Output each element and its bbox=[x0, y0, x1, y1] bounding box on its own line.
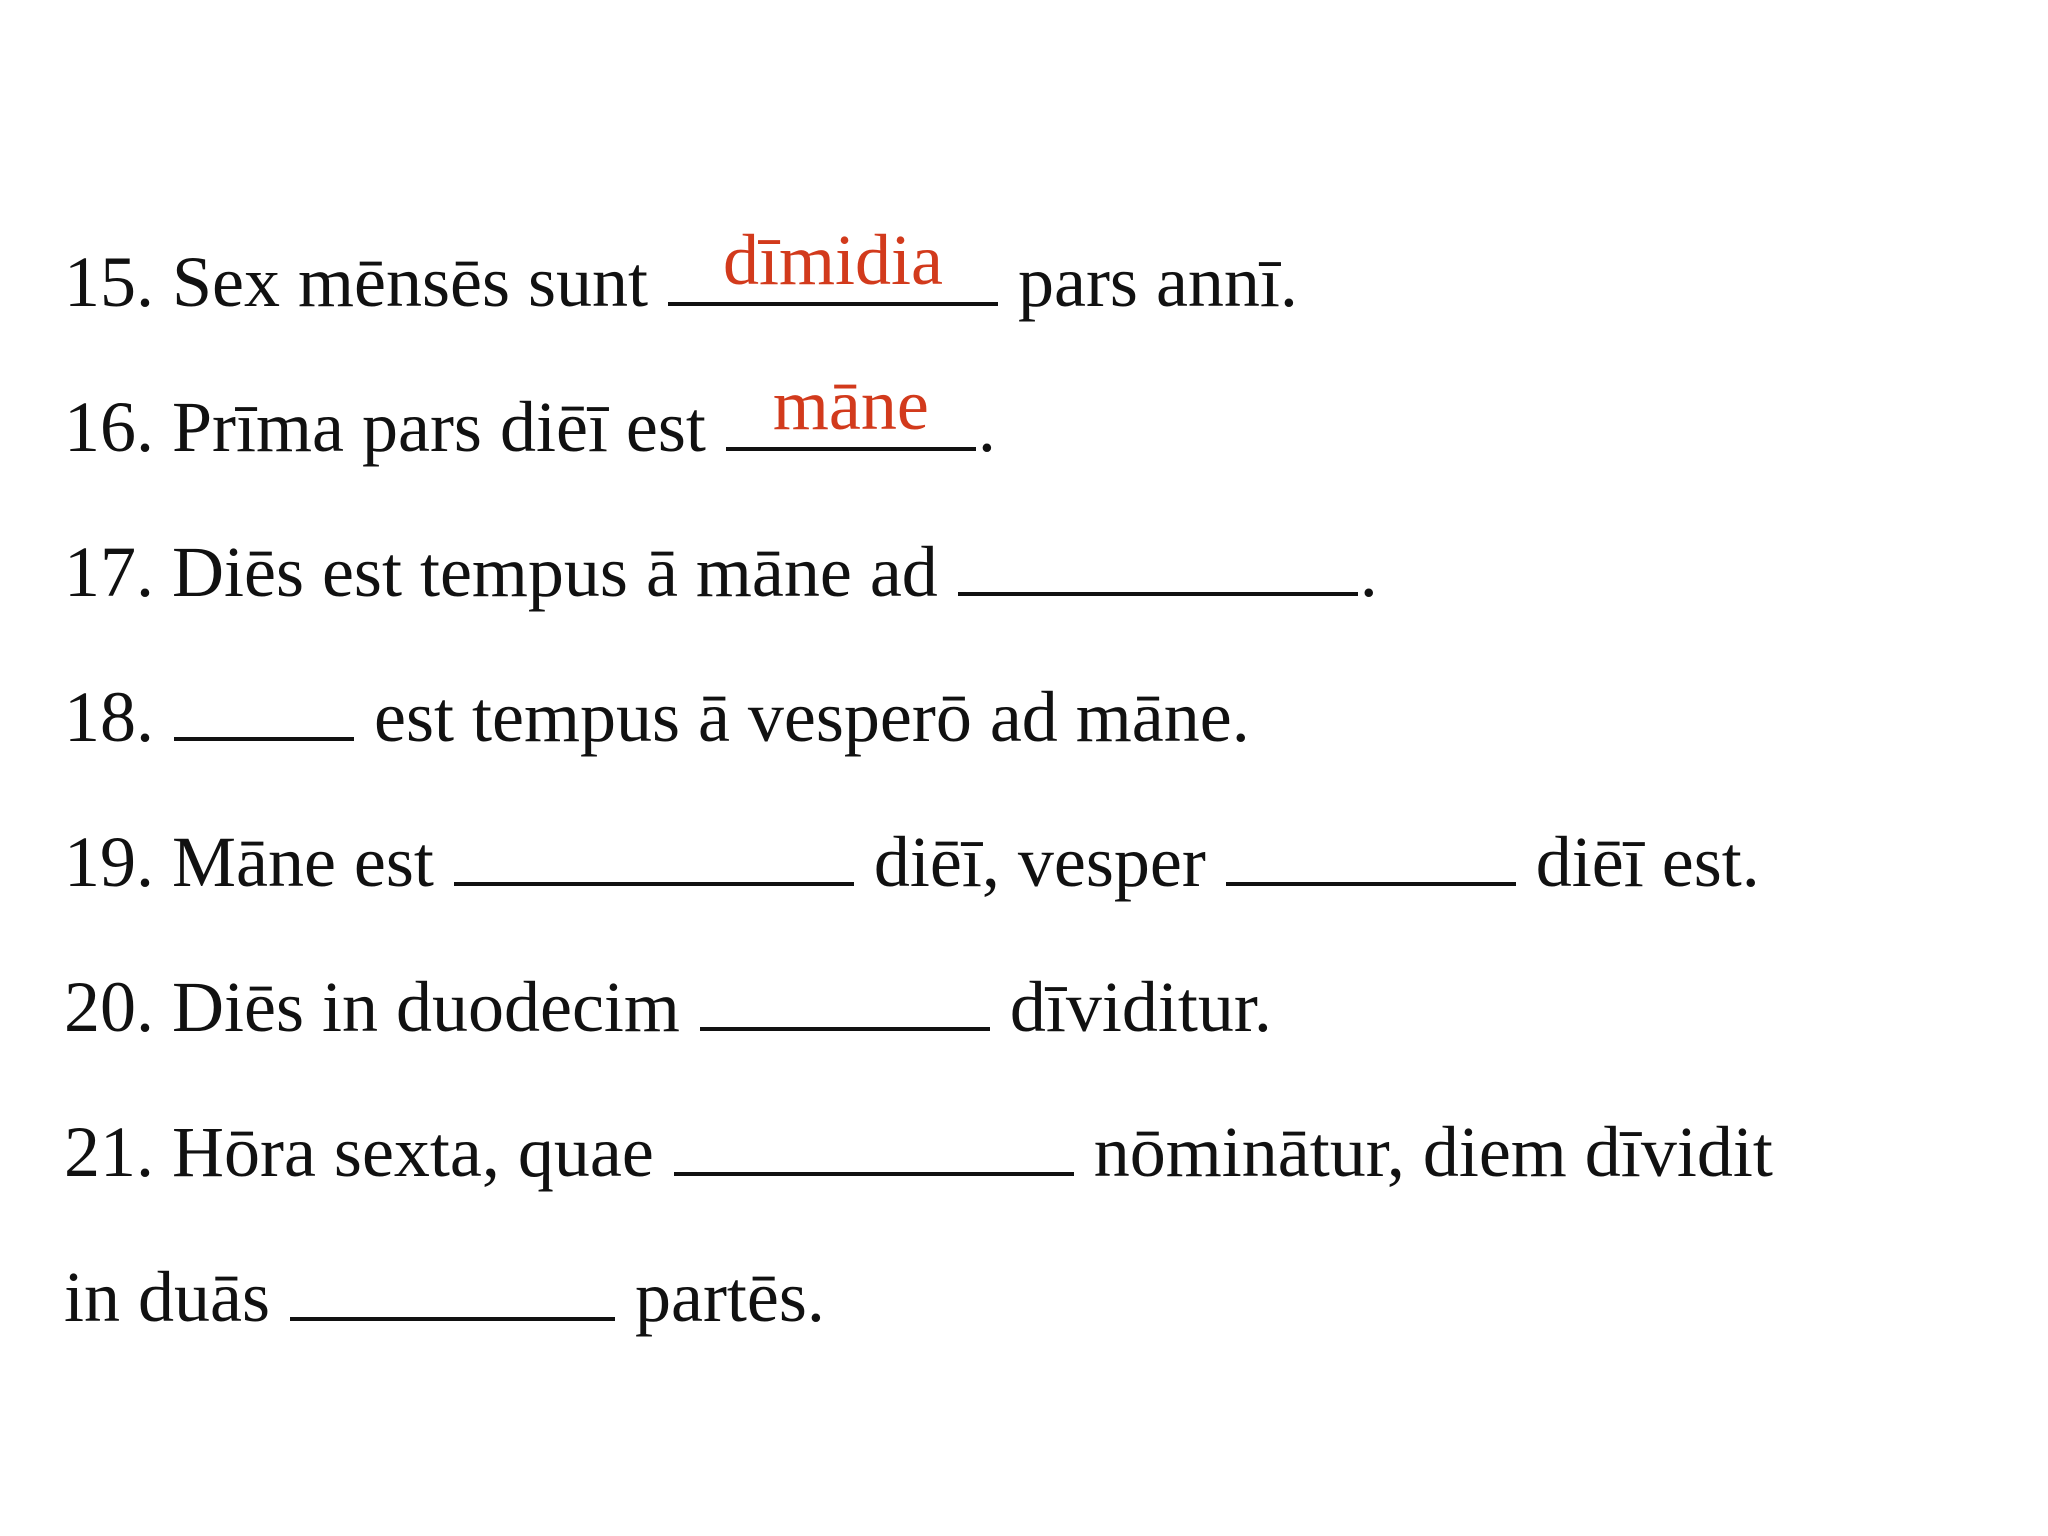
answer-blank[interactable] bbox=[726, 365, 976, 451]
filled-answer: dīmidia bbox=[722, 220, 943, 300]
answer-blank[interactable] bbox=[174, 677, 354, 741]
filled-answer: māne bbox=[772, 365, 929, 445]
exercise-number: 15. bbox=[64, 242, 154, 322]
answer-blank[interactable] bbox=[668, 220, 998, 306]
exercise-15 bbox=[64, 210, 2024, 355]
sentence-text: dīviditur. bbox=[991, 967, 1272, 1047]
exercise-number: 16. bbox=[64, 387, 154, 467]
exercise-18 bbox=[64, 645, 2024, 790]
sentence-text: Diēs est tempus ā māne ad bbox=[154, 532, 956, 612]
sentence-text: in duās bbox=[64, 1257, 288, 1337]
exercise-20 bbox=[64, 935, 2024, 1080]
sentence-text: . bbox=[977, 387, 996, 467]
exercise-21-continued bbox=[64, 1225, 2024, 1370]
sentence-text: . bbox=[1359, 532, 1378, 612]
exercise-number: 19. bbox=[64, 822, 154, 902]
exercise-number: 18. bbox=[64, 677, 154, 757]
answer-blank[interactable] bbox=[454, 822, 854, 886]
exercise-16 bbox=[64, 355, 2024, 500]
sentence-text: est tempus ā vesperō ad māne. bbox=[356, 677, 1250, 757]
exercise-number: 20. bbox=[64, 967, 154, 1047]
sentence-text: partēs. bbox=[616, 1257, 825, 1337]
exercise-21 bbox=[64, 1080, 2024, 1225]
sentence-text: Hōra sexta, quae bbox=[154, 1112, 672, 1192]
answer-blank[interactable] bbox=[958, 532, 1358, 596]
sentence-text: diēī est. bbox=[1517, 822, 1760, 902]
sentence-text: pars annī. bbox=[999, 242, 1298, 322]
exercise-list bbox=[64, 210, 2024, 1370]
answer-blank[interactable] bbox=[290, 1257, 615, 1321]
sentence-text: nōminātur, diem dīvidit bbox=[1075, 1112, 1773, 1192]
answer-blank-2[interactable] bbox=[1226, 822, 1516, 886]
sentence-text: Sex mēnsēs sunt bbox=[154, 242, 666, 322]
answer-blank[interactable] bbox=[674, 1112, 1074, 1176]
sentence-text: Diēs in duodecim bbox=[154, 967, 698, 1047]
sentence-text: Prīma pars diēī est bbox=[154, 387, 724, 467]
exercise-number: 17. bbox=[64, 532, 154, 612]
sentence-text: Māne est bbox=[154, 822, 452, 902]
exercise-19 bbox=[64, 790, 2024, 935]
exercise-17 bbox=[64, 500, 2024, 645]
sentence-text: diēī, vesper bbox=[855, 822, 1224, 902]
answer-blank[interactable] bbox=[700, 967, 990, 1031]
exercise-number: 21. bbox=[64, 1112, 154, 1192]
sentence-text bbox=[154, 677, 172, 757]
